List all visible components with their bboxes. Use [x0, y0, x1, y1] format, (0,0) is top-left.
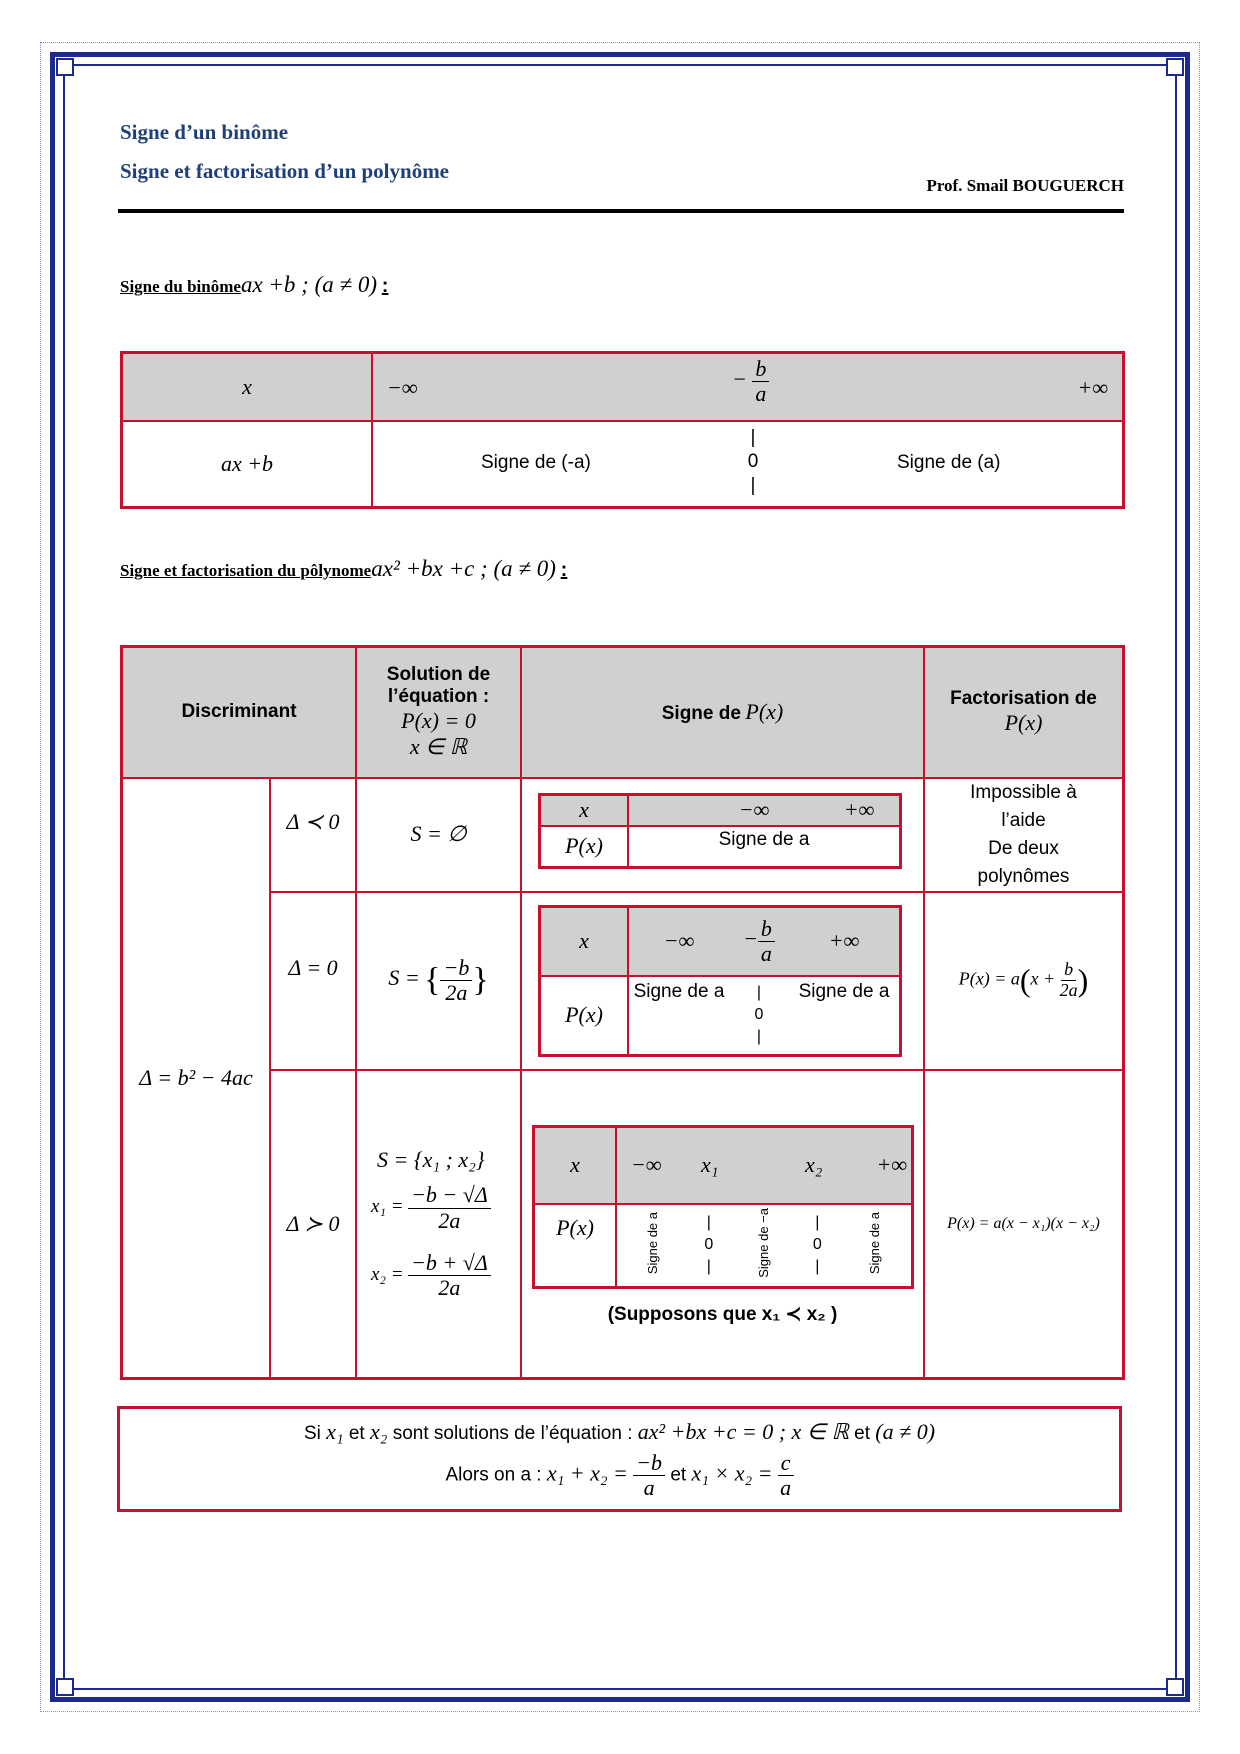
x-label: x [570, 1152, 580, 1178]
x2-symbol: x₂ [370, 1419, 388, 1444]
remark-text: Alors on a : [445, 1464, 542, 1486]
root-sign: − [732, 366, 747, 392]
bar: | [815, 1214, 820, 1232]
root-numerator: b [752, 357, 769, 382]
polynome-table [120, 645, 1125, 1380]
page-title: Signe d’un binôme [120, 120, 289, 144]
px-label: P(x) [565, 1002, 603, 1028]
zero-marker [797, 1204, 837, 1287]
corner-ornament [56, 1678, 74, 1696]
solution-header-line2: l’équation : [387, 686, 490, 708]
root-numerator: b [758, 917, 775, 942]
zero: 0 [704, 1236, 714, 1254]
section-label: Signe et factorisation du pôlynome [120, 561, 372, 580]
sign-header-label: Signe de [661, 703, 741, 725]
case-positive-solution [356, 1070, 521, 1379]
x-values-cell [372, 353, 1124, 421]
section-colon: : [560, 559, 568, 581]
row-label-cell [122, 421, 373, 508]
corner-ornament [1166, 1678, 1184, 1696]
x2-label: x₂ = [371, 1263, 404, 1285]
fact-denominator: 2a [1059, 980, 1078, 1000]
bar: | [706, 1258, 711, 1276]
plus-infinity: +∞ [876, 1152, 907, 1178]
zero-marker [743, 426, 763, 498]
delta-definition: Δ = b² − 4ac [139, 1064, 253, 1090]
sign-cell [372, 421, 1124, 508]
x-label: x [579, 928, 589, 954]
fact-line: l’aide [1001, 809, 1046, 831]
product-denominator: a [780, 1475, 792, 1501]
solution-header-domain: x ∈ ℝ [409, 734, 468, 760]
case-zero-solution: S = { $\frac{-b}{2a}$ } [356, 892, 521, 1070]
case-positive-condition [270, 1070, 356, 1379]
zero: 0 [812, 1236, 822, 1254]
condition-pos: Δ ≻ 0 [286, 1210, 340, 1236]
assumption-note: (Supposons que x₁ ≺ x₂ ) [607, 1303, 838, 1325]
corner-ornament [1166, 58, 1184, 76]
mini-table-pos [532, 1125, 914, 1289]
solution-prefix: S = [388, 964, 420, 990]
remark-text: Si [303, 1423, 321, 1444]
solution-header-line1: Solution de [386, 664, 491, 686]
x1-numerator: −b − √Δ [408, 1183, 491, 1208]
bar: | [815, 1258, 820, 1276]
x-label: x [242, 373, 252, 399]
bar: | [750, 426, 756, 448]
remark-text: et [348, 1423, 365, 1444]
sign-right: Signe de a [789, 976, 901, 1055]
sign-right: Signe de (a) [897, 451, 1001, 473]
header-sign [521, 647, 924, 778]
row-label: ax +b [220, 450, 274, 476]
author: Prof. Smail BOUGUERCH [926, 176, 1124, 195]
header-solution [356, 647, 521, 778]
fact-expression: P(x) = a(x − x₁)(x − x₂) [947, 1214, 1100, 1232]
plus-infinity: +∞ [1077, 374, 1108, 400]
px-label: P(x) [565, 833, 603, 859]
fact-line: De deux [988, 837, 1059, 859]
product-expression: x₁ × x₂ = [691, 1460, 773, 1486]
zero: 0 [747, 450, 759, 472]
sign-minus-a: Signe de −a [755, 1207, 771, 1278]
x-header-cell [122, 353, 373, 421]
case-zero-condition [270, 892, 356, 1070]
zero-marker [729, 976, 789, 1055]
case-negative-condition [270, 778, 356, 892]
sign-a: Signe de a [866, 1211, 882, 1274]
case-negative-factorisation [924, 778, 1124, 892]
x1-root: x₁ [701, 1152, 719, 1178]
fact-line: Impossible à [970, 781, 1077, 803]
solution-numerator: −b [440, 956, 472, 981]
bar: | [756, 984, 762, 1002]
remark-text: et [670, 1464, 687, 1486]
header-rule [118, 209, 1124, 213]
zero: 0 [754, 1006, 764, 1024]
section-expression: ax +b ; (a ≠ 0) [240, 272, 378, 297]
sign-a: Signe de a [645, 1211, 661, 1274]
plus-infinity: +∞ [843, 797, 875, 823]
equation: ax² +bx +c = 0 ; x ∈ ℝ [637, 1419, 849, 1444]
zero-marker [689, 1204, 729, 1287]
solution-header-eq: P(x) = 0 [401, 708, 476, 734]
header-factorisation [924, 647, 1124, 778]
case-negative-sign [521, 778, 924, 892]
root-denominator: a [760, 940, 772, 966]
product-numerator: c [778, 1451, 794, 1476]
page-subtitle: Signe et factorisation d’un polynôme [120, 159, 450, 183]
solution-set: S = {x₁ ; x₂} [377, 1147, 485, 1173]
condition: (a ≠ 0) [875, 1419, 936, 1444]
fact-prefix: P(x) = a [958, 968, 1020, 989]
sum-denominator: a [643, 1475, 655, 1501]
x-values-cell [616, 1126, 913, 1204]
sum-expression: x₁ + x₂ = [546, 1460, 628, 1486]
plus-infinity: +∞ [828, 928, 860, 954]
case-positive-sign [521, 1070, 924, 1379]
case-positive-factorisation [924, 1070, 1124, 1379]
x1-label: x₁ = [371, 1196, 404, 1218]
section-colon: : [381, 275, 389, 297]
x2-denominator: 2a [438, 1274, 461, 1300]
root-sign: − [743, 925, 758, 951]
sign-a: Signe de a [628, 826, 901, 867]
condition-neg: Δ ≺ 0 [286, 808, 340, 834]
solution-empty: S = ∅ [410, 820, 467, 846]
bar: | [706, 1214, 711, 1232]
header-discriminant: Discriminant [122, 647, 357, 778]
fact-header-label: Factorisation de [950, 688, 1097, 710]
section-label: Signe du binôme [120, 277, 241, 296]
minus-infinity: −∞ [631, 1152, 662, 1178]
sign-left: Signe de a [628, 976, 729, 1055]
x1-symbol: x₁ [326, 1419, 344, 1444]
section-binome-heading [120, 272, 388, 298]
px-label: P(x) [556, 1215, 594, 1240]
bar: | [756, 1028, 762, 1046]
fact-header-expr: P(x) [1004, 710, 1043, 736]
remark-text: et [854, 1423, 871, 1444]
section-expression: ax² +bx +c ; (a ≠ 0) [371, 556, 556, 581]
mini-table-neg [538, 793, 902, 869]
fact-numerator: b [1061, 960, 1076, 981]
binome-sign-table [120, 351, 1125, 509]
x2-numerator: −b + √Δ [408, 1251, 491, 1276]
x2-root: x₂ [805, 1152, 823, 1178]
corner-ornament [56, 58, 74, 76]
condition-zero: Δ = 0 [288, 954, 338, 980]
case-zero-sign [521, 892, 924, 1070]
remark-text: sont solutions de l’équation : [392, 1423, 633, 1444]
bar: | [750, 474, 756, 496]
delta-definition-cell [122, 778, 271, 1379]
sign-header-expr: P(x) [745, 699, 784, 725]
sign-left: Signe de (-a) [481, 451, 591, 473]
x-label: x [579, 797, 589, 823]
root-denominator: a [755, 381, 767, 407]
minus-infinity: −∞ [387, 374, 418, 400]
sum-numerator: −b [633, 1451, 665, 1476]
minus-infinity: −∞ [738, 797, 770, 823]
x1-denominator: 2a [438, 1207, 461, 1233]
section-polynome-heading [120, 556, 567, 582]
case-negative-solution [356, 778, 521, 892]
minus-infinity: −∞ [663, 928, 695, 954]
vieta-remark-box [117, 1406, 1122, 1512]
fact-inner: x + [1030, 968, 1056, 989]
mini-table-zero [538, 905, 902, 1057]
case-zero-factorisation: P(x) = a(x + $\frac{b}{2a}$ ) [924, 892, 1124, 1070]
solution-denominator: 2a [445, 980, 468, 1005]
fact-line: polynômes [977, 865, 1070, 887]
root-fraction [732, 357, 769, 406]
